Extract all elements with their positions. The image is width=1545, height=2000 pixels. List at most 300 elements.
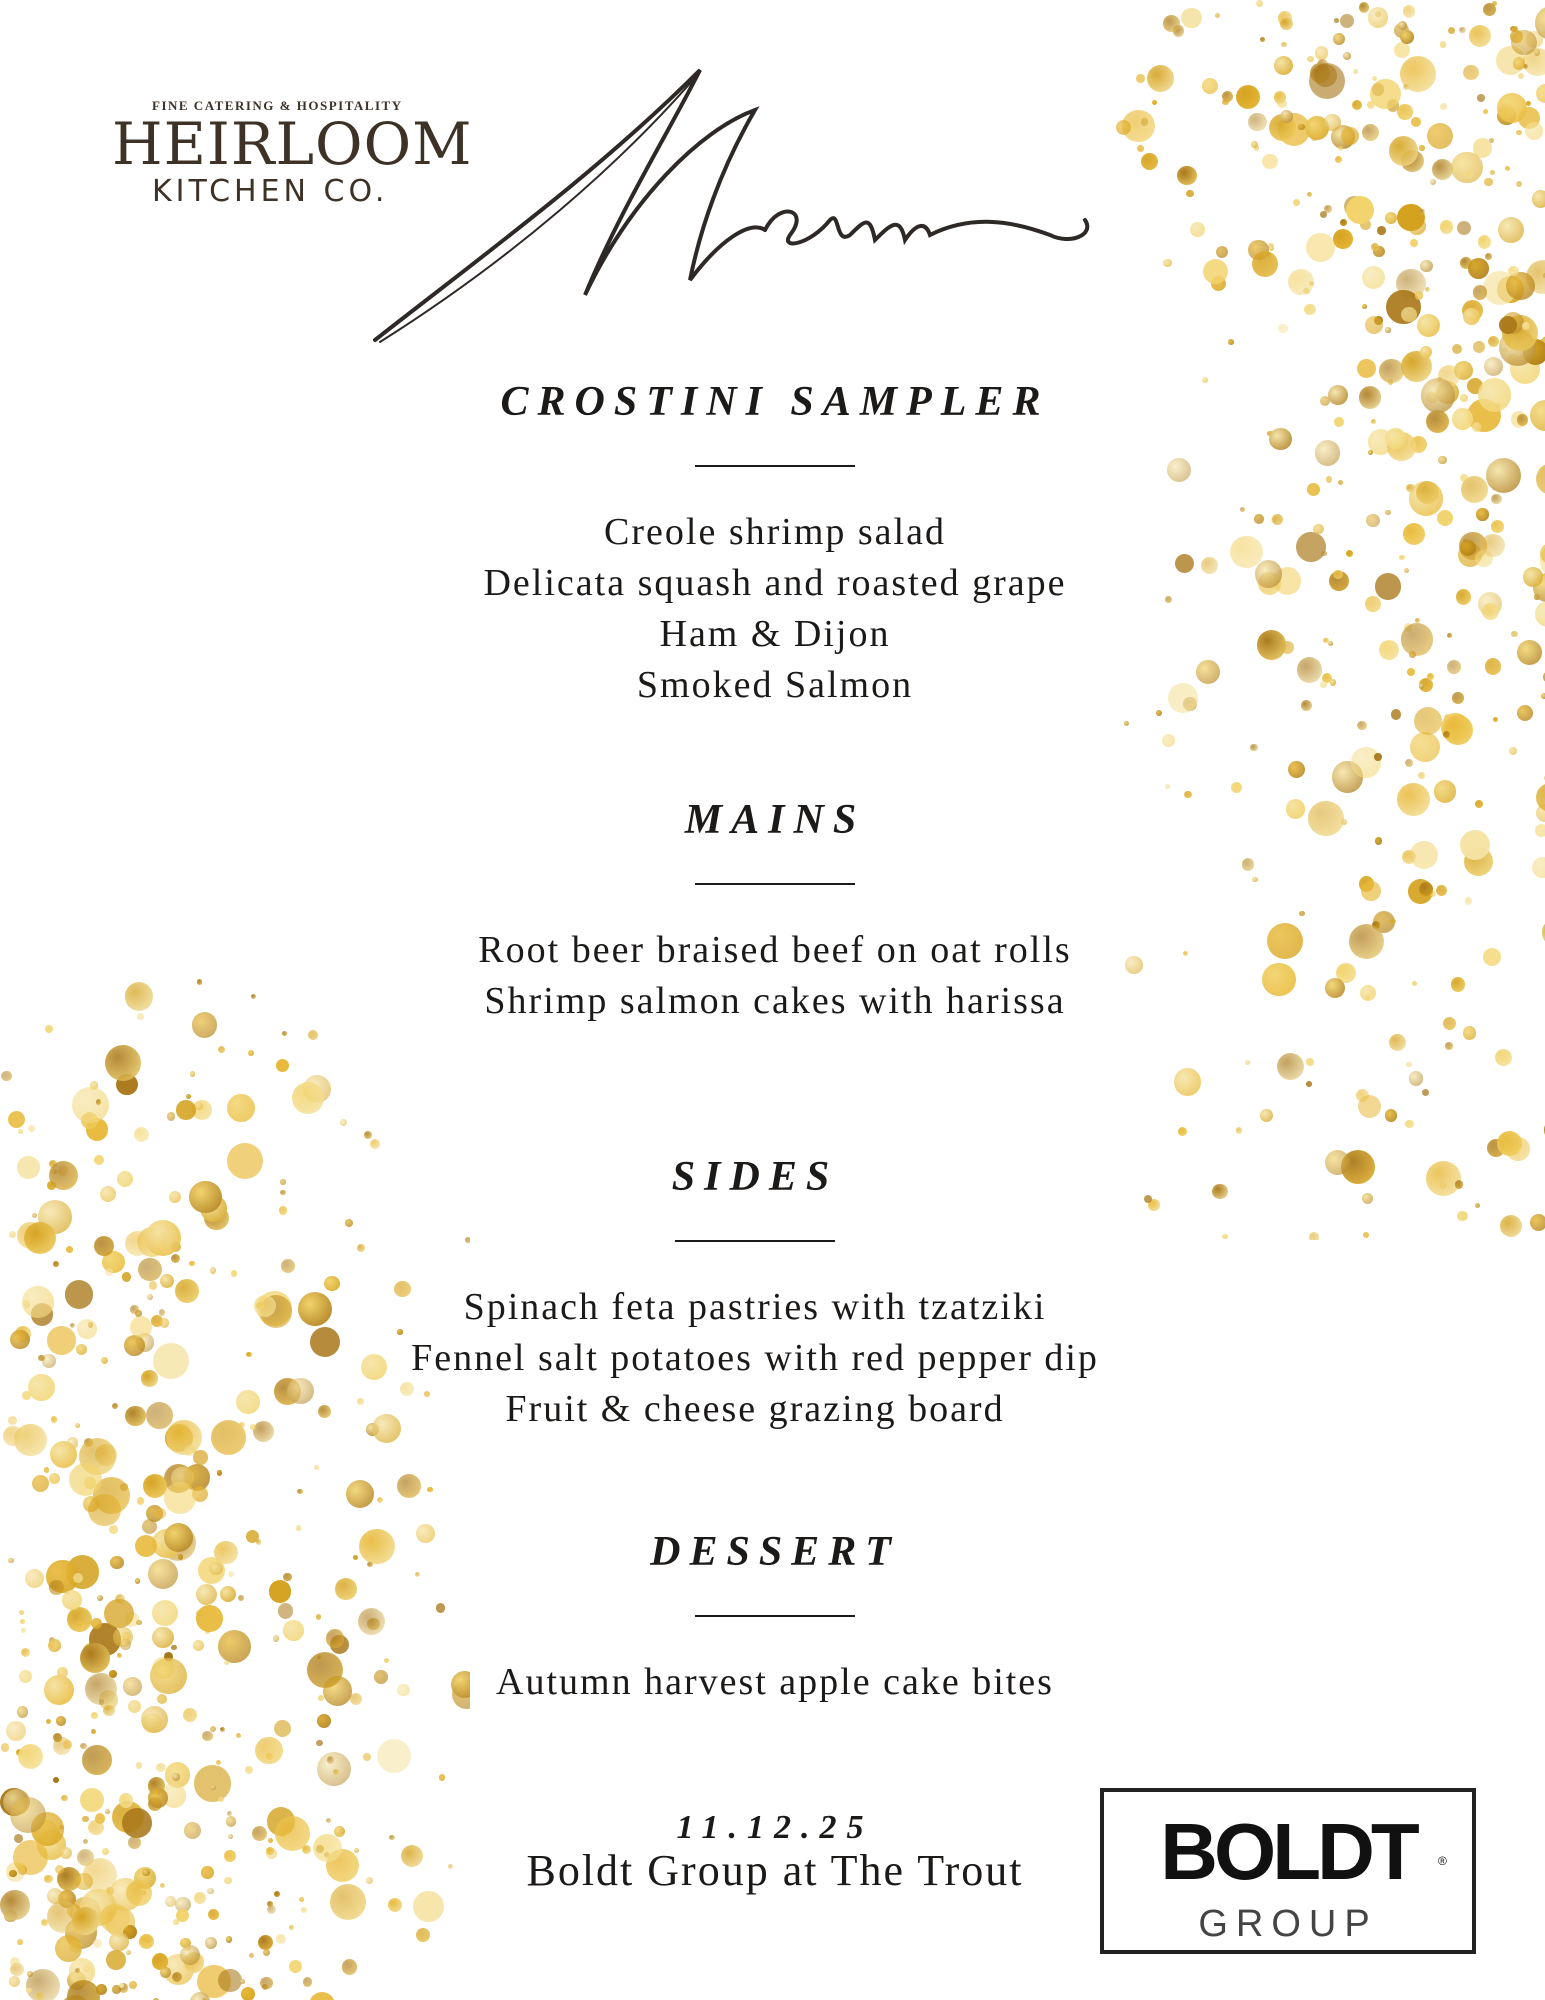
- confetti-dot: [249, 1953, 254, 1958]
- confetti-dot: [157, 1694, 167, 1704]
- confetti-dot: [1254, 145, 1259, 150]
- gold-confetti-bottom-left: [0, 960, 470, 2000]
- confetti-dot: [75, 1423, 80, 1428]
- confetti-dot: [117, 1171, 133, 1187]
- confetti-dot: [1513, 57, 1525, 69]
- confetti-dot: [25, 1569, 44, 1588]
- confetti-dot: [1407, 668, 1415, 676]
- confetti-dot: [317, 1714, 331, 1728]
- confetti-dot: [9, 1231, 16, 1238]
- confetti-dot: [53, 1777, 59, 1783]
- confetti-dot: [176, 1100, 196, 1120]
- confetti-dot: [1495, 1049, 1513, 1067]
- confetti-dot: [1452, 344, 1462, 354]
- confetti-dot: [153, 1343, 188, 1378]
- confetti-dot: [1365, 596, 1380, 611]
- confetti-dot: [226, 1816, 237, 1827]
- confetti-dot: [1460, 540, 1476, 556]
- confetti-dot: [1202, 78, 1218, 94]
- confetti-dot: [224, 1660, 229, 1665]
- confetti-dot: [1483, 948, 1502, 967]
- confetti-dot: [146, 1402, 173, 1429]
- confetti-dot: [388, 1898, 402, 1912]
- confetti-dot: [44, 1875, 52, 1883]
- confetti-dot: [17, 1156, 40, 1179]
- confetti-dot: [1419, 145, 1425, 151]
- confetti-dot: [102, 1848, 109, 1855]
- confetti-dot: [1420, 209, 1425, 214]
- confetti-dot: [201, 1866, 213, 1878]
- confetti-dot: [1401, 307, 1417, 323]
- confetti-dot: [1163, 259, 1172, 268]
- confetti-dot: [226, 1936, 232, 1942]
- confetti-dot: [194, 1892, 206, 1904]
- confetti-dot: [1497, 1131, 1522, 1156]
- confetti-dot: [80, 1788, 104, 1812]
- confetti-dot: [214, 1541, 238, 1565]
- confetti-dot: [103, 1705, 115, 1717]
- confetti-dot: [218, 1797, 223, 1802]
- menu-script-drawing: [370, 50, 1100, 360]
- confetti-dot: [61, 1795, 67, 1801]
- confetti-dot: [316, 1740, 322, 1746]
- confetti-dot: [303, 1977, 312, 1986]
- confetti-dot: [1469, 25, 1491, 47]
- confetti-dot: [280, 1179, 286, 1185]
- confetti-dot: [1509, 747, 1517, 755]
- confetti-dot: [1517, 640, 1542, 665]
- confetti-dot: [1362, 124, 1379, 141]
- confetti-dot: [192, 1012, 218, 1038]
- confetti-dot: [1359, 386, 1381, 408]
- confetti-dot: [1457, 221, 1471, 235]
- confetti-dot: [53, 1261, 59, 1267]
- confetti-dot: [1215, 13, 1220, 18]
- confetti-dot: [1500, 1215, 1522, 1237]
- confetti-dot: [1371, 419, 1376, 424]
- confetti-dot: [1304, 304, 1316, 316]
- confetti-dot: [1240, 507, 1245, 512]
- confetti-dot: [106, 1950, 126, 1970]
- confetti-dot: [72, 1087, 109, 1124]
- confetti-dot: [1416, 481, 1440, 505]
- confetti-dot: [1516, 130, 1521, 135]
- confetti-dot: [1385, 327, 1390, 332]
- confetti-dot: [149, 1281, 158, 1290]
- confetti-dot: [139, 1934, 155, 1950]
- confetti-dot: [172, 1972, 182, 1982]
- confetti-dot: [104, 1599, 133, 1628]
- confetti-dot: [278, 1603, 293, 1618]
- confetti-dot: [1390, 919, 1396, 925]
- confetti-dot: [143, 1474, 167, 1498]
- confetti-dot: [1315, 46, 1328, 59]
- confetti-dot: [1351, 747, 1381, 777]
- confetti-dot: [377, 1739, 411, 1773]
- confetti-dot: [370, 1139, 380, 1149]
- confetti-dot: [377, 1497, 383, 1503]
- confetti-dot: [308, 1030, 318, 1040]
- confetti-dot: [184, 1822, 201, 1839]
- confetti-dot: [389, 1835, 395, 1841]
- confetti-dot: [239, 1422, 245, 1428]
- logo-subname: KITCHEN CO.: [152, 174, 389, 209]
- confetti-dot: [175, 1279, 199, 1303]
- confetti-dot: [1346, 196, 1374, 224]
- confetti-dot: [236, 1733, 241, 1738]
- confetti-dot: [1385, 1109, 1397, 1121]
- confetti-dot: [217, 1470, 223, 1476]
- confetti-dot: [1394, 42, 1410, 58]
- confetti-dot: [1397, 783, 1430, 816]
- confetti-dot: [397, 1474, 422, 1499]
- confetti-dot: [256, 1539, 261, 1544]
- confetti-dot: [120, 1639, 131, 1650]
- confetti-dot: [246, 1352, 251, 1357]
- confetti-dot: [241, 1987, 255, 2000]
- confetti-dot: [56, 1716, 65, 1725]
- confetti-dot: [9, 1976, 20, 1987]
- confetti-dot: [1152, 100, 1157, 105]
- confetti-dot: [122, 1808, 152, 1838]
- confetti-dot: [340, 1119, 347, 1126]
- confetti-dot: [1452, 692, 1464, 704]
- confetti-dot: [274, 1720, 291, 1737]
- confetti-dot: [189, 1181, 221, 1213]
- confetti-dot: [1163, 15, 1180, 32]
- confetti-dot: [105, 1809, 110, 1814]
- confetti-dot: [1306, 233, 1335, 262]
- confetti-dot: [135, 1535, 157, 1557]
- confetti-dot: [96, 1099, 101, 1104]
- confetti-dot: [91, 1618, 102, 1629]
- confetti-dot: [1, 1071, 11, 1081]
- confetti-dot: [245, 1766, 253, 1774]
- confetti-dot: [18, 1129, 24, 1135]
- confetti-dot: [65, 1280, 93, 1308]
- confetti-dot: [1366, 514, 1379, 527]
- confetti-dot: [1, 1743, 9, 1751]
- confetti-dot: [296, 1525, 302, 1531]
- confetti-dot: [109, 1525, 118, 1534]
- confetti-dot: [1535, 824, 1545, 837]
- confetti-dot: [1473, 341, 1485, 353]
- confetti-dot: [1228, 339, 1234, 345]
- confetti-dot: [1541, 693, 1545, 699]
- confetti-dot: [1486, 458, 1522, 494]
- confetti-dot: [1374, 753, 1382, 761]
- confetti-dot: [1488, 336, 1499, 347]
- confetti-dot: [1418, 772, 1425, 779]
- confetti-dot: [427, 1487, 433, 1493]
- confetti-dot: [1377, 226, 1386, 235]
- confetti-dot: [1307, 56, 1314, 63]
- confetti-dot: [281, 1259, 296, 1274]
- confetti-dot: [1260, 1109, 1273, 1122]
- confetti-dot: [1340, 14, 1354, 28]
- confetti-dot: [240, 1979, 245, 1984]
- confetti-dot: [1440, 103, 1447, 110]
- confetti-dot: [1340, 219, 1347, 226]
- confetti-dot: [32, 1475, 49, 1492]
- confetti-dot: [1517, 705, 1534, 722]
- confetti-dot: [1385, 212, 1397, 224]
- confetti-dot: [1252, 877, 1257, 882]
- confetti-dot: [1530, 1214, 1545, 1231]
- confetti-dot: [1147, 65, 1174, 92]
- confetti-dot: [255, 1737, 283, 1765]
- confetti-dot: [1397, 104, 1412, 119]
- confetti-dot: [93, 1939, 102, 1948]
- confetti-dot: [1309, 63, 1345, 99]
- confetti-dot: [1252, 251, 1278, 277]
- confetti-dot: [126, 1880, 152, 1906]
- confetti-dot: [1325, 1150, 1350, 1175]
- confetti-dot: [1432, 159, 1453, 180]
- confetti-dot: [165, 1896, 176, 1907]
- confetti-dot: [1343, 52, 1351, 60]
- confetti-dot: [1412, 981, 1417, 986]
- confetti-dot: [70, 1323, 75, 1328]
- section-dessert: [325, 1527, 1225, 1708]
- confetti-dot: [1358, 1095, 1381, 1118]
- confetti-dot: [276, 1934, 286, 1944]
- confetti-dot: [1299, 911, 1305, 917]
- confetti-dot: [1323, 638, 1329, 644]
- confetti-dot: [1400, 30, 1414, 44]
- confetti-dot: [26, 1988, 31, 1993]
- confetti-dot: [21, 1628, 26, 1633]
- confetti-dot: [1459, 27, 1465, 33]
- confetti-dot: [122, 1272, 132, 1282]
- confetti-dot: [1463, 65, 1478, 80]
- menu-item: Spinach feta pastries with tzatziki: [463, 1286, 1047, 1328]
- confetti-dot: [80, 1643, 110, 1673]
- confetti-dot: [126, 1950, 131, 1955]
- menu-item: Autumn harvest apple cake bites: [496, 1661, 1054, 1703]
- confetti-dot: [17, 1939, 24, 1946]
- confetti-dot: [1333, 33, 1345, 45]
- confetti-dot: [326, 1818, 331, 1823]
- confetti-dot: [1399, 555, 1405, 561]
- confetti-dot: [75, 1621, 84, 1630]
- confetti-dot: [251, 994, 257, 1000]
- confetti-dot: [316, 1614, 322, 1620]
- confetti-dot: [55, 1935, 82, 1962]
- section-crostini: [325, 377, 1225, 711]
- confetti-dot: [148, 1788, 168, 1808]
- confetti-dot: [1230, 536, 1263, 569]
- confetti-dot: [1406, 1062, 1411, 1067]
- confetti-dot: [1353, 69, 1358, 74]
- confetti-dot: [1248, 113, 1267, 132]
- confetti-dot: [1443, 1017, 1457, 1031]
- confetti-dot: [218, 1969, 242, 1993]
- confetti-dot: [224, 1850, 236, 1862]
- confetti-dot: [1162, 734, 1175, 747]
- confetti-dot: [1532, 190, 1545, 208]
- confetti-dot: [1498, 217, 1524, 243]
- confetti-dot: [1360, 985, 1376, 1001]
- confetti-dot: [250, 1424, 255, 1429]
- confetti-dot: [1288, 761, 1305, 778]
- confetti-dot: [1389, 1034, 1406, 1051]
- confetti-dot: [171, 1467, 193, 1489]
- confetti-dot: [180, 1945, 200, 1965]
- confetti-dot: [17, 1706, 29, 1718]
- confetti-dot: [97, 1595, 103, 1601]
- confetti-dot: [119, 1793, 133, 1807]
- confetti-dot: [44, 1675, 74, 1705]
- confetti-dot: [283, 1620, 303, 1640]
- menu-item: Fennel salt potatoes with red pepper dip: [411, 1337, 1099, 1379]
- confetti-dot: [1379, 359, 1403, 383]
- confetti-dot: [1463, 1026, 1476, 1039]
- confetti-dot: [1242, 858, 1255, 871]
- confetti-dot: [159, 1309, 165, 1315]
- confetti-dot: [1326, 476, 1333, 483]
- confetti-dot: [1328, 385, 1348, 405]
- confetti-dot: [1186, 190, 1194, 198]
- confetti-dot: [82, 1816, 89, 1823]
- confetti-dot: [236, 1390, 260, 1414]
- confetti-dot: [1293, 199, 1300, 206]
- confetti-dot: [24, 1222, 56, 1254]
- confetti-dot: [1274, 56, 1293, 75]
- confetti-dot: [1296, 532, 1326, 562]
- confetti-dot: [253, 1421, 274, 1442]
- confetti-dot: [1536, 84, 1545, 103]
- confetti-dot: [216, 1760, 221, 1765]
- confetti-dot: [1278, 324, 1288, 334]
- confetti-dot: [1478, 378, 1512, 412]
- confetti-dot: [142, 1519, 157, 1534]
- confetti-dot: [1468, 258, 1489, 279]
- confetti-dot: [1222, 99, 1228, 105]
- confetti-dot: [1430, 179, 1436, 185]
- confetti-dot: [1403, 523, 1425, 545]
- confetti-dot: [1523, 567, 1543, 587]
- confetti-dot: [205, 1937, 217, 1949]
- menu-item: Root beer braised beef on oat rolls: [478, 929, 1072, 971]
- confetti-dot: [1447, 660, 1461, 674]
- confetti-dot: [1491, 494, 1501, 504]
- confetti-dot: [1491, 520, 1504, 533]
- confetti-dot: [1478, 235, 1491, 248]
- confetti-dot: [1403, 84, 1409, 90]
- confetti-dot: [1401, 623, 1434, 656]
- confetti-dot: [134, 1127, 150, 1143]
- confetti-dot: [94, 1155, 104, 1165]
- confetti-dot: [1338, 146, 1343, 151]
- confetti-dot: [224, 1877, 232, 1885]
- confetti-dot: [19, 1610, 24, 1615]
- confetti-dot: [1250, 744, 1257, 751]
- confetti-dot: [448, 1864, 453, 1869]
- confetti-dot: [1421, 378, 1455, 412]
- confetti-dot: [228, 1834, 234, 1840]
- confetti-dot: [0, 1890, 30, 1920]
- confetti-dot: [136, 1762, 143, 1769]
- confetti-dot: [167, 1112, 175, 1120]
- confetti-dot: [1436, 885, 1447, 896]
- confetti-dot: [1405, 759, 1413, 767]
- confetti-dot: [1440, 220, 1454, 234]
- confetti-dot: [1411, 117, 1421, 127]
- confetti-dot: [1349, 924, 1384, 959]
- confetti-dot: [73, 1573, 83, 1583]
- confetti-dot: [110, 1556, 123, 1569]
- confetti-dot: [60, 1847, 72, 1859]
- confetti-dot: [269, 1580, 292, 1603]
- confetti-dot: [1525, 122, 1543, 140]
- confetti-dot: [1368, 7, 1389, 28]
- confetti-dot: [299, 1897, 304, 1902]
- confetti-dot: [309, 1992, 335, 2000]
- confetti-dot: [1368, 450, 1373, 455]
- section-mains: [325, 795, 1225, 1027]
- confetti-dot: [137, 1497, 145, 1505]
- confetti-dot: [327, 1756, 334, 1763]
- confetti-dot: [1309, 1232, 1319, 1240]
- confetti-dot: [1256, 0, 1263, 7]
- confetti-dot: [6, 1721, 26, 1741]
- event-footer: [465, 1808, 1085, 1894]
- confetti-dot: [1361, 881, 1381, 901]
- confetti-dot: [1288, 269, 1314, 295]
- confetti-dot: [1334, 18, 1339, 23]
- confetti-dot: [1463, 308, 1480, 325]
- confetti-dot: [1334, 417, 1344, 427]
- confetti-dot: [1420, 346, 1433, 359]
- confetti-dot: [1437, 510, 1453, 526]
- confetti-dot: [1451, 977, 1466, 992]
- confetti-dot: [51, 1416, 57, 1422]
- confetti-dot: [1359, 2, 1370, 13]
- confetti-dot: [196, 1605, 223, 1632]
- confetti-dot: [1499, 316, 1517, 334]
- confetti-dot: [50, 1441, 77, 1468]
- confetti-dot: [1262, 154, 1277, 169]
- confetti-dot: [1475, 1203, 1480, 1208]
- confetti-dot: [160, 1274, 174, 1288]
- confetti-dot: [1389, 136, 1418, 165]
- confetti-dot: [1391, 709, 1401, 719]
- confetti-dot: [1177, 166, 1197, 186]
- confetti-dot: [91, 1729, 96, 1734]
- event-date: 11.12.25: [676, 1809, 874, 1846]
- confetti-dot: [1254, 514, 1264, 524]
- confetti-dot: [1434, 780, 1457, 803]
- confetti-dot: [105, 1045, 141, 1081]
- confetti-dot: [1313, 524, 1323, 534]
- boldt-division: GROUP: [1198, 1903, 1378, 1945]
- logo-tagline: FINE CATERING & HOSPITALITY: [152, 98, 403, 113]
- confetti-dot: [1363, 1232, 1369, 1238]
- confetti-dot: [1308, 801, 1343, 836]
- confetti-dot: [1262, 963, 1295, 996]
- confetti-dot: [136, 1620, 142, 1626]
- confetti-dot: [77, 1319, 97, 1339]
- confetti-dot: [210, 1726, 216, 1732]
- confetti-dot: [186, 1094, 191, 1099]
- confetti-dot: [439, 1774, 445, 1780]
- confetti-dot: [227, 1143, 263, 1179]
- confetti-dot: [297, 1489, 303, 1495]
- confetti-dot: [1475, 800, 1483, 808]
- confetti-dot: [1269, 246, 1274, 251]
- confetti-dot: [1526, 101, 1532, 107]
